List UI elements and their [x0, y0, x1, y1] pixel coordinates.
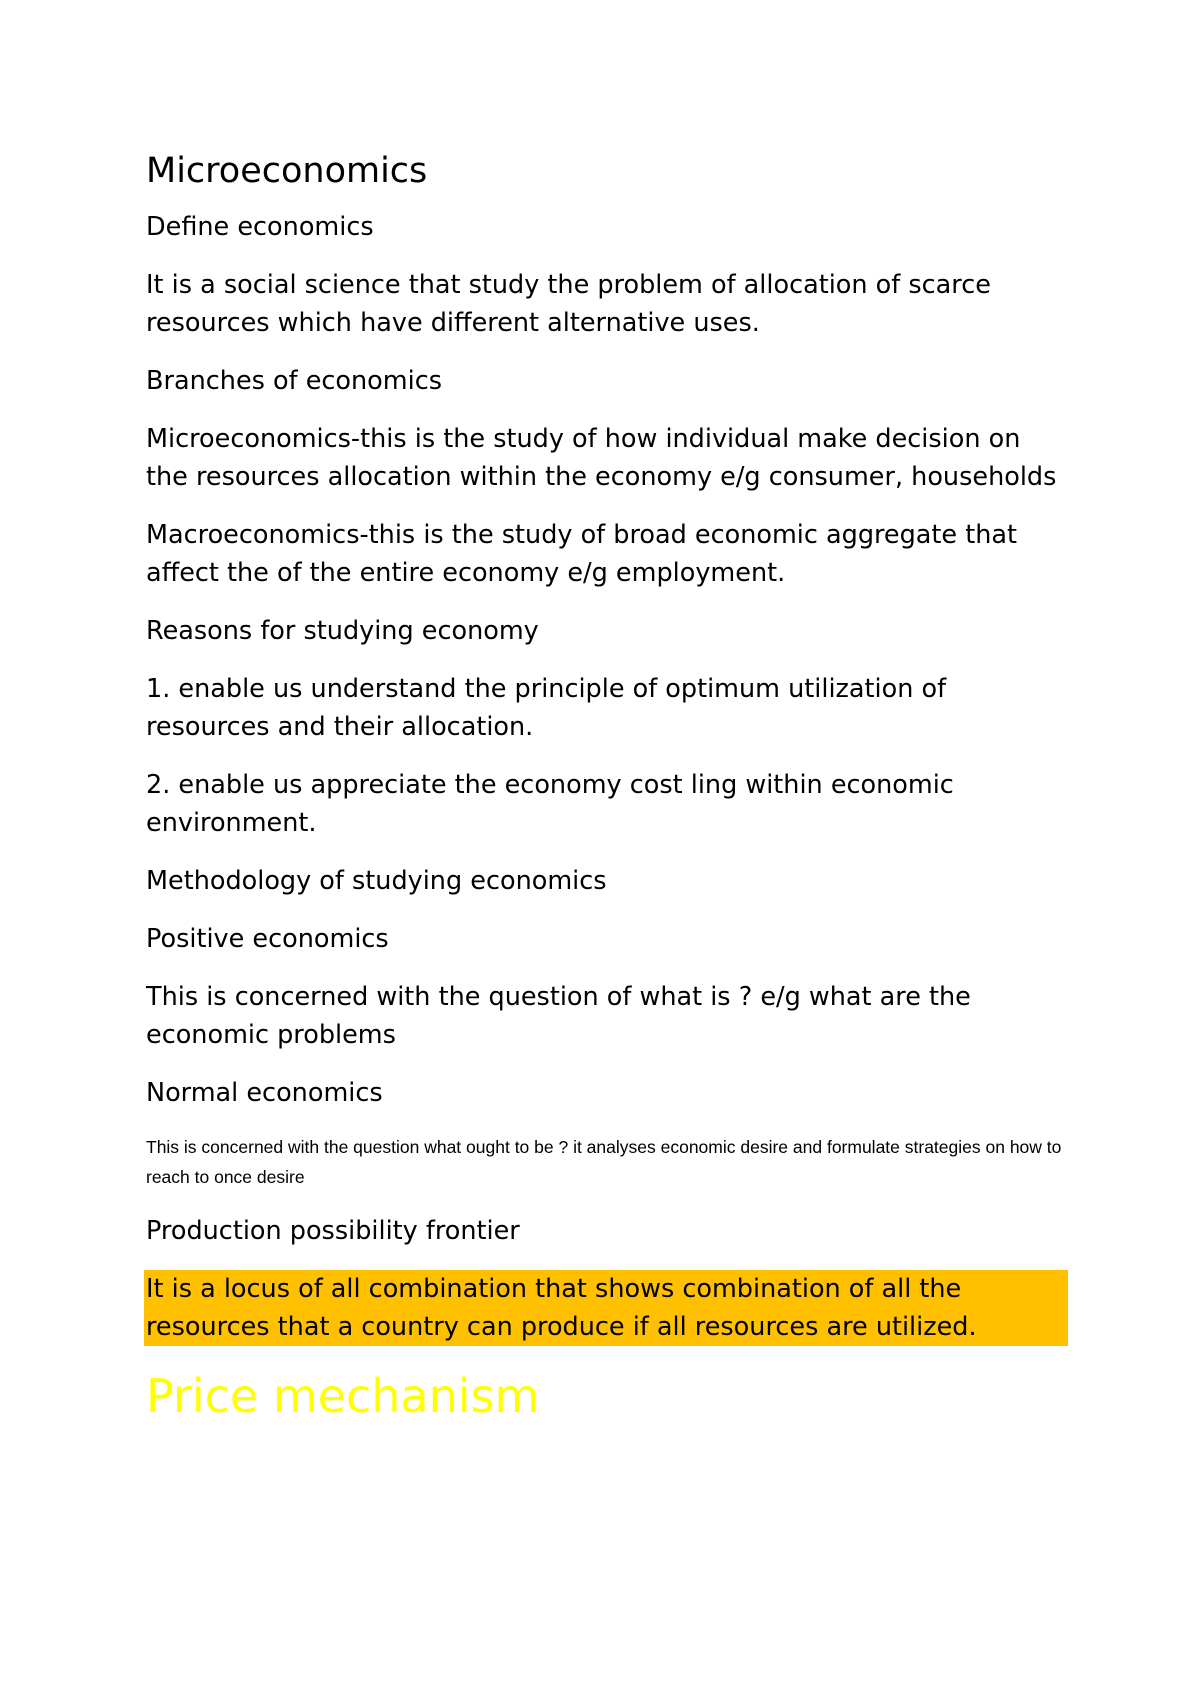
microeconomics-definition: Microeconomics-this is the study of how individual make decision on the resources allocation within the economy e/g consumer, households [146, 424, 1057, 492]
normal-economics-definition: This is concerned with the question what ought to be ? it analyses economic desire and formulate strategies on how to reach to once desire [146, 1137, 1062, 1187]
ppf-heading: Production possibility frontier [146, 1216, 520, 1246]
positive-economics-definition: This is concerned with the question of what is ? e/g what are the economic problems [146, 982, 971, 1050]
price-mechanism-heading: Price mechanism [146, 1369, 540, 1423]
define-economics-heading: Define economics [146, 212, 374, 242]
reason-item-2: 2. enable us appreciate the economy cost ling within economic environment. [146, 770, 954, 838]
macroeconomics-definition: Macroeconomics-this is the study of broad economic aggregate that affect the of the entire economy e/g employment. [146, 520, 1018, 588]
reasons-heading: Reasons for studying economy [146, 616, 539, 646]
positive-economics-heading: Positive economics [146, 924, 389, 954]
branches-heading: Branches of economics [146, 366, 443, 396]
methodology-heading: Methodology of studying economics [146, 866, 607, 896]
reason-item-1: 1. enable us understand the principle of optimum utilization of resources and their allocation. [146, 674, 947, 742]
ppf-definition-highlighted: It is a locus of all combination that shows combination of all the resources that a country can produce if all resources are utilized. [144, 1270, 1068, 1346]
normal-economics-heading: Normal economics [146, 1078, 383, 1108]
economics-definition: It is a social science that study the problem of allocation of scarce resources which have different alternative uses. [146, 270, 991, 338]
document-body [146, 146, 1066, 1428]
document-title: Microeconomics [146, 151, 428, 191]
